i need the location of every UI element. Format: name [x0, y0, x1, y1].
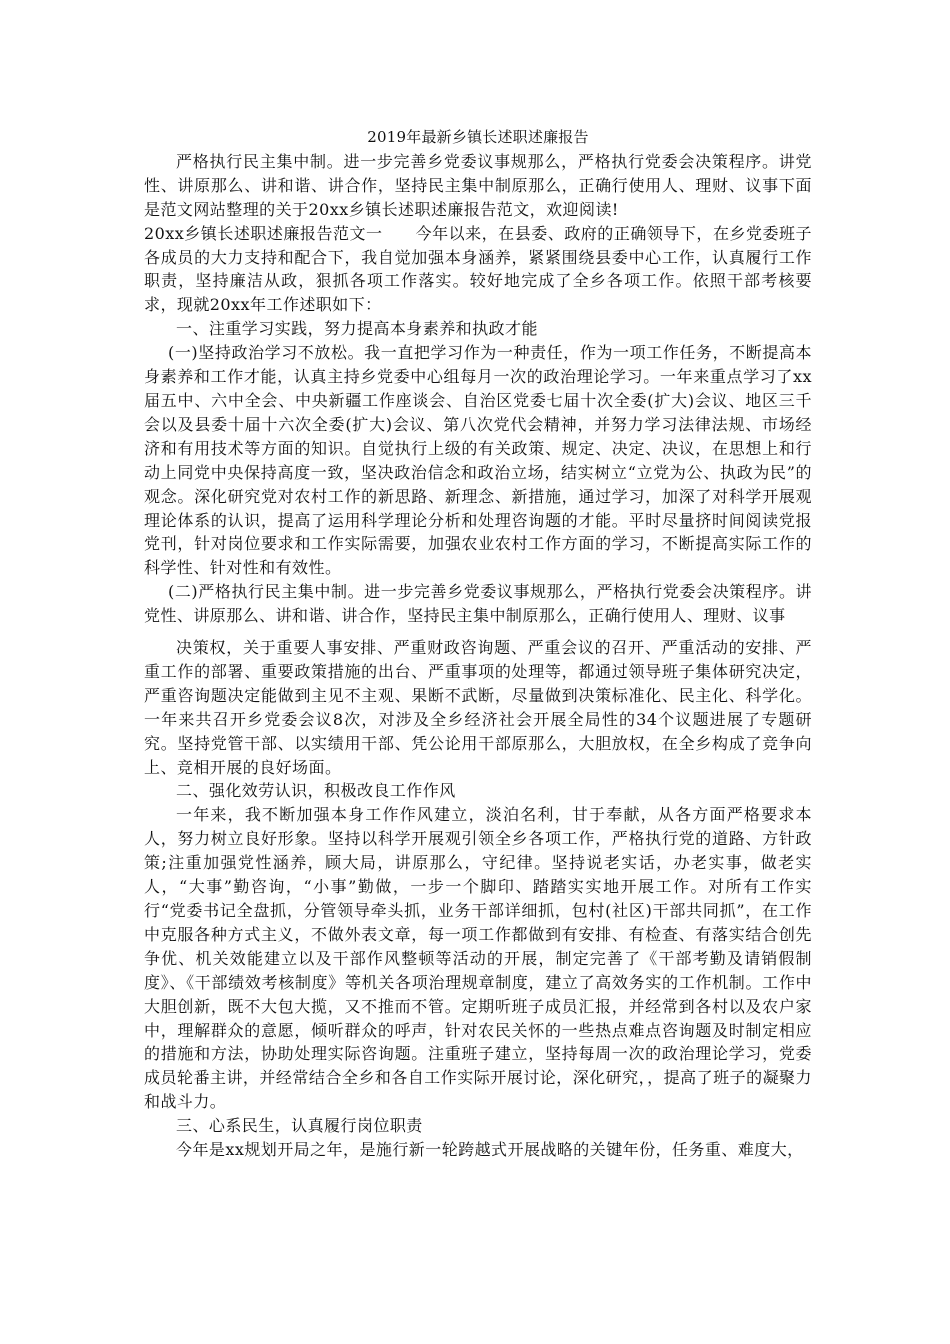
paragraph-study: (一)坚持政治学习不放松。我一直把学习作为一种责任，作为一项工作任务，不断提高本身素养和工作才能，认真主持乡党委中心组每月一次的政治理论学习。一年来重点学习了xx届五中、六中全会、中央新疆工作座谈会、自治区党委七届十次全委(扩大)会议、地区三千会以及县委十届十六次全委(扩大)会议、第八次党代会精神，并努力学习法律法规、市场经济和有用技术等方面的知识。自觉执行上级的有关政策、规定、决定、决议，在思想上和行动上同党中央保持高度一致，坚决政治信念和政治立场，结实树立“立党为公、执政为民”的观念。深化研究党对农村工作的新思路、新理念、新措施，通过学习，加深了对科学开展观理论体系的认识，提高了运用科学理论分析和处理咨询题的才能。平时尽量挤时间阅读党报党刊，针对岗位要求和工作实际需要，加强农业农村工作方面的学习，不断提高实际工作的科学性、针对性和有效性。: [144, 343, 812, 578]
section-heading-3: 三、心系民生，认真履行岗位职责: [176, 1116, 423, 1136]
section-heading-2: 二、强化效劳认识，积极改良工作作风: [176, 781, 456, 801]
paragraph-decision: 决策权，关于重要人事安排、严重财政咨询题、严重会议的召开、严重活动的安排、严重工作的部署、重要政策措施的出台、严重事项的处理等，都通过领导班子集体研究决定，严重咨询题决定能做到主见不主观、果断不武断，尽量做到决策标准化、民主化、科学化。一年来共召开乡党委会议8次，对涉及全乡经济社会开展全局性的34个议题进展了专题研究。坚持党管干部、以实绩用干部、凭公论用干部原那么，大胆放权，在全乡构成了竞争向上、竞相开展的良好场面。: [144, 638, 812, 777]
paragraph-workstyle: 一年来，我不断加强本身工作作风建立，淡泊名利，甘于奉献，从各方面严格要求本人，努力树立良好形象。坚持以科学开展观引领全乡各项工作，严格执行党的道路、方针政策;注重加强党性涵养，顾大局，讲原那么，守纪律。坚持说老实话，办老实事，做老实人，“大事”勤咨询，“小事”勤做，一步一个脚印、踏踏实实地开展工作。对所有工作实行“党委书记全盘抓，分管领导牵头抓，业务干部详细抓，包村(社区)干部共同抓”，在工作中克服各种方式主义，不做外表文章，每一项工作都做到有安排、有检查、有落实结合创先争优、机关效能建立以及干部作风整顿等活动的开展，制定完善了《干部考勤及请销假制度》、《干部绩效考核制度》等机关各项治理规章制度，建立了高效务实的工作机制。工作中大胆创新，既不大包大揽，又不推而不管。定期听班子成员汇报，并经常到各村以及农户家中，理解群众的意愿，倾听群众的呼声，针对农民关怀的一些热点难点咨询题及时制定相应的措施和方法，协助处理实际咨询题。注重班子建立，坚持每周一次的政治理论学习，党委成员轮番主讲，并经常结合全乡和各自工作实际开展讨论，深化研究，，提高了班子的凝聚力和战斗力。: [144, 805, 812, 1112]
section-intro-paragraph: 20xx乡镇长述职述廉报告范文一 今年以来，在县委、政府的正确领导下，在乡党委班子各成员的大力支持和配合下，我自觉加强本身涵养，紧紧围绕县委中心工作，认真履行工作职责，坚持廉洁从政，狠抓各项工作落实。较好地完成了全乡各项工作。依照干部考核要求，现就20xx年工作述职如下：: [144, 223, 812, 315]
document-title: 2019年最新乡镇长述职述廉报告: [367, 128, 589, 146]
document-page: [144, 126, 812, 1162]
section-heading-1: 一、注重学习实践，努力提高本身素养和执政才能: [176, 319, 538, 339]
intro-paragraph: 严格执行民主集中制。进一步完善乡党委议事规那么，严格执行党委会决策程序。讲党性、讲原那么、讲和谐、讲合作，坚持民主集中制原那么，正确行使用人、理财、议事下面是范文网站整理的关于20xx乡镇长述职述廉报告范文，欢迎阅读!: [144, 151, 812, 219]
paragraph-democracy: (二)严格执行民主集中制。进一步完善乡党委议事规那么，严格执行党委会决策程序。讲党性、讲原那么、讲和谐、讲合作，坚持民主集中制原那么，正确行使用人、理财、议事: [144, 582, 812, 626]
paragraph-livelihood: 今年是xx规划开局之年，是施行新一轮跨越式开展战略的关键年份，任务重、难度大，: [176, 1140, 804, 1160]
